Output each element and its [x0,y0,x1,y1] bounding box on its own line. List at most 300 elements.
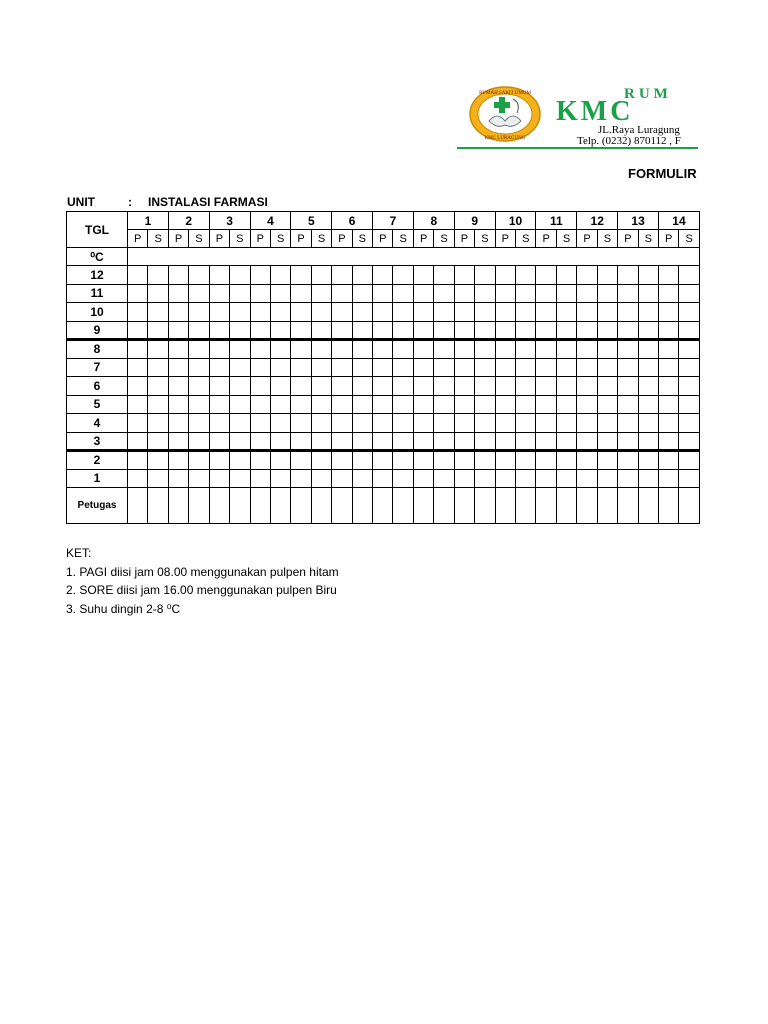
signature-cell[interactable] [679,488,699,524]
entry-cell[interactable] [209,266,229,285]
entry-cell[interactable] [556,358,576,377]
entry-cell[interactable] [128,414,148,433]
entry-cell[interactable] [434,321,454,340]
entry-cell[interactable] [495,414,515,433]
entry-cell[interactable] [475,414,495,433]
entry-cell[interactable] [618,395,638,414]
entry-cell[interactable] [536,321,556,340]
entry-cell[interactable] [168,284,188,303]
entry-cell[interactable] [393,451,413,470]
entry-cell[interactable] [454,358,474,377]
entry-cell[interactable] [311,303,331,322]
entry-cell[interactable] [393,358,413,377]
entry-cell[interactable] [618,266,638,285]
entry-cell[interactable] [516,340,536,359]
entry-cell[interactable] [311,432,331,451]
entry-cell[interactable] [659,414,679,433]
entry-cell[interactable] [291,432,311,451]
entry-cell[interactable] [209,284,229,303]
entry-cell[interactable] [597,432,617,451]
entry-cell[interactable] [128,284,148,303]
entry-cell[interactable] [291,451,311,470]
entry-cell[interactable] [454,377,474,396]
entry-cell[interactable] [413,377,433,396]
entry-cell[interactable] [148,266,168,285]
entry-cell[interactable] [659,395,679,414]
entry-cell[interactable] [413,432,433,451]
entry-cell[interactable] [128,451,148,470]
signature-cell[interactable] [475,488,495,524]
entry-cell[interactable] [352,321,372,340]
entry-cell[interactable] [148,469,168,488]
entry-cell[interactable] [128,303,148,322]
entry-cell[interactable] [556,377,576,396]
signature-cell[interactable] [352,488,372,524]
signature-cell[interactable] [128,488,148,524]
entry-cell[interactable] [536,469,556,488]
entry-cell[interactable] [168,414,188,433]
entry-cell[interactable] [556,451,576,470]
entry-cell[interactable] [189,432,209,451]
entry-cell[interactable] [434,358,454,377]
entry-cell[interactable] [230,432,250,451]
entry-cell[interactable] [679,395,699,414]
entry-cell[interactable] [597,284,617,303]
entry-cell[interactable] [516,414,536,433]
entry-cell[interactable] [556,266,576,285]
entry-cell[interactable] [516,266,536,285]
entry-cell[interactable] [556,469,576,488]
entry-cell[interactable] [332,266,352,285]
entry-cell[interactable] [475,266,495,285]
entry-cell[interactable] [679,340,699,359]
entry-cell[interactable] [311,340,331,359]
entry-cell[interactable] [434,432,454,451]
entry-cell[interactable] [495,340,515,359]
entry-cell[interactable] [128,377,148,396]
entry-cell[interactable] [209,303,229,322]
signature-cell[interactable] [270,488,290,524]
entry-cell[interactable] [597,340,617,359]
signature-cell[interactable] [454,488,474,524]
entry-cell[interactable] [536,340,556,359]
entry-cell[interactable] [189,321,209,340]
entry-cell[interactable] [638,266,658,285]
entry-cell[interactable] [291,395,311,414]
entry-cell[interactable] [250,358,270,377]
entry-cell[interactable] [618,284,638,303]
entry-cell[interactable] [250,395,270,414]
entry-cell[interactable] [128,321,148,340]
entry-cell[interactable] [270,340,290,359]
entry-cell[interactable] [291,284,311,303]
entry-cell[interactable] [230,321,250,340]
entry-cell[interactable] [291,303,311,322]
entry-cell[interactable] [618,303,638,322]
entry-cell[interactable] [536,284,556,303]
entry-cell[interactable] [148,303,168,322]
entry-cell[interactable] [556,321,576,340]
entry-cell[interactable] [352,432,372,451]
entry-cell[interactable] [270,377,290,396]
entry-cell[interactable] [148,284,168,303]
entry-cell[interactable] [189,395,209,414]
entry-cell[interactable] [311,284,331,303]
signature-cell[interactable] [413,488,433,524]
entry-cell[interactable] [270,321,290,340]
entry-cell[interactable] [373,266,393,285]
entry-cell[interactable] [393,303,413,322]
entry-cell[interactable] [679,303,699,322]
entry-cell[interactable] [556,432,576,451]
entry-cell[interactable] [516,303,536,322]
entry-cell[interactable] [516,451,536,470]
entry-cell[interactable] [352,340,372,359]
entry-cell[interactable] [659,321,679,340]
entry-cell[interactable] [352,395,372,414]
entry-cell[interactable] [393,377,413,396]
entry-cell[interactable] [209,432,229,451]
entry-cell[interactable] [373,321,393,340]
entry-cell[interactable] [413,358,433,377]
entry-cell[interactable] [475,395,495,414]
entry-cell[interactable] [291,266,311,285]
entry-cell[interactable] [373,432,393,451]
entry-cell[interactable] [230,395,250,414]
entry-cell[interactable] [373,284,393,303]
entry-cell[interactable] [270,432,290,451]
entry-cell[interactable] [659,377,679,396]
entry-cell[interactable] [475,340,495,359]
entry-cell[interactable] [516,469,536,488]
entry-cell[interactable] [270,303,290,322]
entry-cell[interactable] [434,266,454,285]
entry-cell[interactable] [597,451,617,470]
entry-cell[interactable] [659,303,679,322]
entry-cell[interactable] [638,469,658,488]
entry-cell[interactable] [597,266,617,285]
entry-cell[interactable] [209,321,229,340]
entry-cell[interactable] [454,303,474,322]
entry-cell[interactable] [230,358,250,377]
entry-cell[interactable] [352,303,372,322]
entry-cell[interactable] [597,469,617,488]
entry-cell[interactable] [148,358,168,377]
signature-cell[interactable] [434,488,454,524]
signature-cell[interactable] [577,488,597,524]
entry-cell[interactable] [618,377,638,396]
entry-cell[interactable] [128,340,148,359]
entry-cell[interactable] [373,377,393,396]
entry-cell[interactable] [597,395,617,414]
entry-cell[interactable] [618,340,638,359]
entry-cell[interactable] [679,469,699,488]
entry-cell[interactable] [659,358,679,377]
entry-cell[interactable] [250,377,270,396]
entry-cell[interactable] [230,451,250,470]
entry-cell[interactable] [413,303,433,322]
entry-cell[interactable] [577,266,597,285]
entry-cell[interactable] [148,321,168,340]
entry-cell[interactable] [332,303,352,322]
entry-cell[interactable] [679,284,699,303]
entry-cell[interactable] [291,377,311,396]
entry-cell[interactable] [311,266,331,285]
entry-cell[interactable] [577,303,597,322]
entry-cell[interactable] [311,451,331,470]
entry-cell[interactable] [659,340,679,359]
entry-cell[interactable] [454,395,474,414]
entry-cell[interactable] [556,414,576,433]
entry-cell[interactable] [434,303,454,322]
entry-cell[interactable] [495,321,515,340]
entry-cell[interactable] [516,432,536,451]
entry-cell[interactable] [618,469,638,488]
entry-cell[interactable] [495,303,515,322]
entry-cell[interactable] [250,303,270,322]
entry-cell[interactable] [393,469,413,488]
entry-cell[interactable] [679,432,699,451]
entry-cell[interactable] [475,284,495,303]
entry-cell[interactable] [373,469,393,488]
entry-cell[interactable] [556,340,576,359]
entry-cell[interactable] [577,414,597,433]
entry-cell[interactable] [230,377,250,396]
entry-cell[interactable] [516,284,536,303]
entry-cell[interactable] [311,395,331,414]
entry-cell[interactable] [332,469,352,488]
entry-cell[interactable] [475,432,495,451]
entry-cell[interactable] [413,414,433,433]
entry-cell[interactable] [209,358,229,377]
entry-cell[interactable] [454,469,474,488]
entry-cell[interactable] [679,451,699,470]
entry-cell[interactable] [250,340,270,359]
entry-cell[interactable] [454,284,474,303]
signature-cell[interactable] [536,488,556,524]
entry-cell[interactable] [209,451,229,470]
entry-cell[interactable] [516,395,536,414]
signature-cell[interactable] [230,488,250,524]
entry-cell[interactable] [168,451,188,470]
entry-cell[interactable] [250,469,270,488]
signature-cell[interactable] [516,488,536,524]
entry-cell[interactable] [495,395,515,414]
entry-cell[interactable] [638,432,658,451]
entry-cell[interactable] [659,284,679,303]
entry-cell[interactable] [291,414,311,433]
entry-cell[interactable] [332,284,352,303]
entry-cell[interactable] [638,321,658,340]
entry-cell[interactable] [128,395,148,414]
entry-cell[interactable] [454,321,474,340]
entry-cell[interactable] [577,432,597,451]
entry-cell[interactable] [638,377,658,396]
entry-cell[interactable] [250,321,270,340]
entry-cell[interactable] [148,414,168,433]
entry-cell[interactable] [311,377,331,396]
entry-cell[interactable] [475,377,495,396]
entry-cell[interactable] [128,432,148,451]
entry-cell[interactable] [556,303,576,322]
entry-cell[interactable] [659,266,679,285]
entry-cell[interactable] [189,414,209,433]
entry-cell[interactable] [618,432,638,451]
entry-cell[interactable] [393,340,413,359]
entry-cell[interactable] [209,395,229,414]
entry-cell[interactable] [413,284,433,303]
signature-cell[interactable] [168,488,188,524]
entry-cell[interactable] [311,358,331,377]
signature-cell[interactable] [291,488,311,524]
entry-cell[interactable] [434,284,454,303]
entry-cell[interactable] [556,395,576,414]
entry-cell[interactable] [638,303,658,322]
entry-cell[interactable] [373,340,393,359]
entry-cell[interactable] [332,414,352,433]
entry-cell[interactable] [597,303,617,322]
entry-cell[interactable] [516,358,536,377]
signature-cell[interactable] [250,488,270,524]
entry-cell[interactable] [638,395,658,414]
entry-cell[interactable] [373,358,393,377]
entry-cell[interactable] [332,395,352,414]
entry-cell[interactable] [230,303,250,322]
entry-cell[interactable] [679,358,699,377]
entry-cell[interactable] [475,451,495,470]
entry-cell[interactable] [577,377,597,396]
entry-cell[interactable] [577,469,597,488]
entry-cell[interactable] [332,451,352,470]
entry-cell[interactable] [536,377,556,396]
entry-cell[interactable] [352,451,372,470]
entry-cell[interactable] [189,451,209,470]
entry-cell[interactable] [148,432,168,451]
entry-cell[interactable] [373,414,393,433]
entry-cell[interactable] [168,395,188,414]
entry-cell[interactable] [597,414,617,433]
entry-cell[interactable] [577,321,597,340]
entry-cell[interactable] [373,451,393,470]
signature-cell[interactable] [332,488,352,524]
entry-cell[interactable] [454,266,474,285]
entry-cell[interactable] [454,414,474,433]
entry-cell[interactable] [168,303,188,322]
entry-cell[interactable] [250,432,270,451]
entry-cell[interactable] [475,321,495,340]
entry-cell[interactable] [393,266,413,285]
entry-cell[interactable] [270,358,290,377]
entry-cell[interactable] [393,321,413,340]
entry-cell[interactable] [679,414,699,433]
entry-cell[interactable] [148,451,168,470]
entry-cell[interactable] [413,340,433,359]
entry-cell[interactable] [516,321,536,340]
entry-cell[interactable] [638,451,658,470]
entry-cell[interactable] [577,395,597,414]
entry-cell[interactable] [230,469,250,488]
entry-cell[interactable] [352,266,372,285]
entry-cell[interactable] [332,358,352,377]
entry-cell[interactable] [250,451,270,470]
entry-cell[interactable] [373,395,393,414]
entry-cell[interactable] [495,469,515,488]
entry-cell[interactable] [556,284,576,303]
entry-cell[interactable] [352,284,372,303]
entry-cell[interactable] [454,340,474,359]
entry-cell[interactable] [577,451,597,470]
entry-cell[interactable] [148,377,168,396]
entry-cell[interactable] [230,414,250,433]
entry-cell[interactable] [536,358,556,377]
entry-cell[interactable] [128,469,148,488]
entry-cell[interactable] [352,358,372,377]
entry-cell[interactable] [413,321,433,340]
entry-cell[interactable] [638,414,658,433]
entry-cell[interactable] [393,414,413,433]
entry-cell[interactable] [638,284,658,303]
entry-cell[interactable] [597,358,617,377]
entry-cell[interactable] [495,284,515,303]
entry-cell[interactable] [413,266,433,285]
entry-cell[interactable] [270,395,290,414]
entry-cell[interactable] [291,469,311,488]
entry-cell[interactable] [168,358,188,377]
entry-cell[interactable] [311,414,331,433]
entry-cell[interactable] [168,340,188,359]
entry-cell[interactable] [189,469,209,488]
entry-cell[interactable] [536,395,556,414]
entry-cell[interactable] [189,266,209,285]
entry-cell[interactable] [618,358,638,377]
entry-cell[interactable] [393,432,413,451]
entry-cell[interactable] [495,266,515,285]
entry-cell[interactable] [536,451,556,470]
entry-cell[interactable] [577,284,597,303]
entry-cell[interactable] [168,266,188,285]
signature-cell[interactable] [393,488,413,524]
entry-cell[interactable] [270,469,290,488]
entry-cell[interactable] [638,340,658,359]
entry-cell[interactable] [659,469,679,488]
signature-cell[interactable] [618,488,638,524]
entry-cell[interactable] [536,303,556,322]
entry-cell[interactable] [291,358,311,377]
signature-cell[interactable] [659,488,679,524]
signature-cell[interactable] [597,488,617,524]
entry-cell[interactable] [536,414,556,433]
entry-cell[interactable] [270,414,290,433]
entry-cell[interactable] [250,414,270,433]
signature-cell[interactable] [556,488,576,524]
signature-cell[interactable] [373,488,393,524]
entry-cell[interactable] [148,395,168,414]
entry-cell[interactable] [536,432,556,451]
entry-cell[interactable] [311,469,331,488]
entry-cell[interactable] [475,303,495,322]
entry-cell[interactable] [332,432,352,451]
entry-cell[interactable] [189,340,209,359]
entry-cell[interactable] [577,358,597,377]
entry-cell[interactable] [352,469,372,488]
entry-cell[interactable] [597,321,617,340]
entry-cell[interactable] [434,451,454,470]
signature-cell[interactable] [311,488,331,524]
entry-cell[interactable] [434,395,454,414]
entry-cell[interactable] [311,321,331,340]
entry-cell[interactable] [434,377,454,396]
entry-cell[interactable] [230,284,250,303]
